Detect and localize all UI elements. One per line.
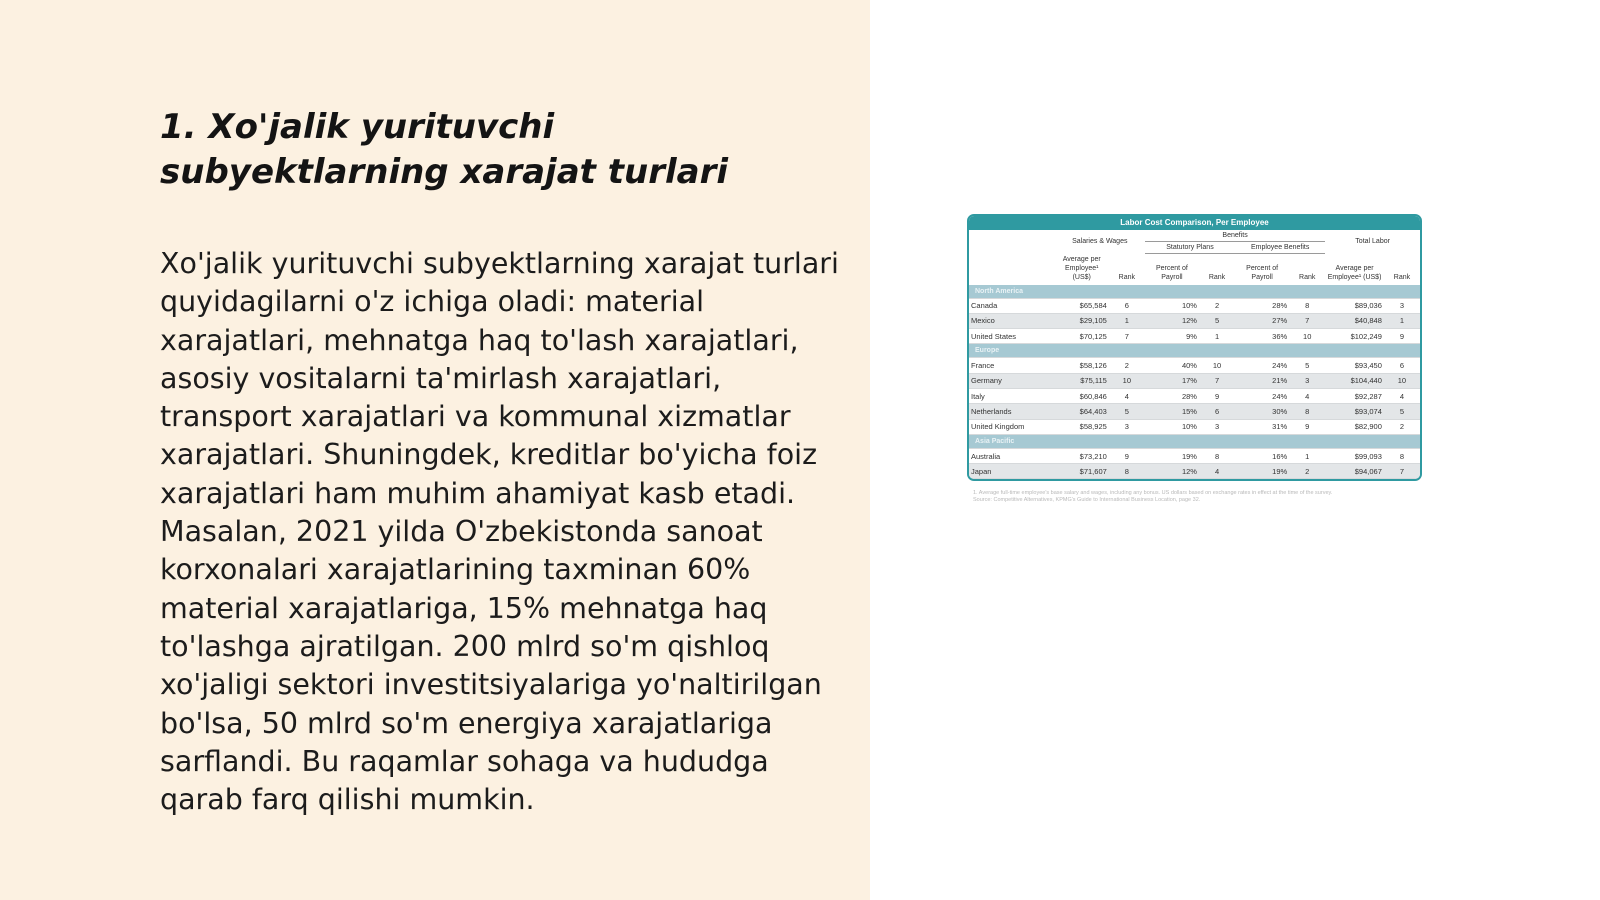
statutory-pct-cell: 10%	[1145, 419, 1199, 434]
total-rank-cell: 6	[1384, 358, 1420, 373]
total-rank-cell: 4	[1384, 388, 1420, 403]
table-row	[969, 404, 1420, 419]
country-cell: Germany	[969, 373, 1055, 388]
region-name: Asia Pacific	[969, 434, 1420, 448]
table-row	[969, 373, 1420, 388]
header-rank: Rank	[1299, 273, 1316, 281]
employee-benefits-pct-cell: 27%	[1235, 313, 1289, 328]
employee-benefits-pct-cell: 19%	[1235, 464, 1289, 479]
labor-cost-table	[969, 230, 1420, 479]
table-notes	[967, 490, 1422, 504]
labor-cost-table-frame	[967, 214, 1422, 481]
header-rank: Rank	[1118, 273, 1135, 281]
salary-cell: $65,584	[1055, 298, 1109, 313]
total-labor-cell: $102,249	[1325, 329, 1384, 344]
table-row	[969, 419, 1420, 434]
country-cell: Italy	[969, 388, 1055, 403]
header-avg-salary: Average per Employee¹ (US$)	[1062, 255, 1101, 281]
total-labor-cell: $99,093	[1325, 448, 1384, 463]
employee-benefits-rank-cell: 9	[1289, 419, 1325, 434]
statutory-rank-cell: 9	[1199, 388, 1235, 403]
salary-rank-cell: 10	[1109, 373, 1145, 388]
employee-benefits-pct-cell: 36%	[1235, 329, 1289, 344]
salary-cell: $64,403	[1055, 404, 1109, 419]
statutory-rank-cell: 5	[1199, 313, 1235, 328]
statutory-pct-cell: 9%	[1145, 329, 1199, 344]
total-rank-cell: 3	[1384, 298, 1420, 313]
header-pct-payroll: Percent of Payroll	[1246, 264, 1279, 281]
statutory-pct-cell: 19%	[1145, 448, 1199, 463]
total-rank-cell: 8	[1384, 448, 1420, 463]
employee-benefits-rank-cell: 4	[1289, 388, 1325, 403]
total-rank-cell: 2	[1384, 419, 1420, 434]
total-labor-cell: $82,900	[1325, 419, 1384, 434]
header-employee-benefits: Employee Benefits	[1235, 242, 1325, 254]
employee-benefits-rank-cell: 2	[1289, 464, 1325, 479]
statutory-rank-cell: 6	[1199, 404, 1235, 419]
region-header-row	[969, 285, 1420, 299]
salary-cell: $58,126	[1055, 358, 1109, 373]
salary-cell: $71,607	[1055, 464, 1109, 479]
salary-rank-cell: 5	[1109, 404, 1145, 419]
salary-rank-cell: 3	[1109, 419, 1145, 434]
slide-body-text: Xo'jalik yurituvchi subyektlarning xarajat turlari quyidagilarni o'z ichiga oladi: material xarajatlari, mehnatga haq to'lash xarajatlari, asosiy vositalarni ta'mirlash xarajatlari, transport xarajatlari va kommunal xizmatlar xarajatlari. Shuningdek, kreditlar bo'yicha foiz xarajatlari ham muhim ahamiyat kasb etadi. Masalan, 2021 yilda O'zbekistonda sanoat korxonalari xarajatlarining taxminan 60% material xarajatlariga, 15% mehnatga haq to'lashga ajratilgan. 200 mlrd so'm qishloq xo'jaligi sektori investitsiyalariga yo'naltirilgan bo'lsa, 50 mlrd so'm energiya xarajatlariga sarflandi. Bu raqamlar sohaga va hududga qarab farq qilishi mumkin.	[160, 247, 839, 817]
region-name: Europe	[969, 344, 1420, 358]
header-avg-total: Average per Employee¹ (US$)	[1327, 264, 1382, 281]
total-rank-cell: 10	[1384, 373, 1420, 388]
statutory-rank-cell: 7	[1199, 373, 1235, 388]
employee-benefits-rank-cell: 8	[1289, 404, 1325, 419]
statutory-rank-cell: 10	[1199, 358, 1235, 373]
employee-benefits-pct-cell: 28%	[1235, 298, 1289, 313]
employee-benefits-pct-cell: 24%	[1235, 388, 1289, 403]
country-cell: Netherlands	[969, 404, 1055, 419]
statutory-rank-cell: 1	[1199, 329, 1235, 344]
employee-benefits-pct-cell: 31%	[1235, 419, 1289, 434]
total-labor-cell: $104,440	[1325, 373, 1384, 388]
statutory-pct-cell: 28%	[1145, 388, 1199, 403]
region-header-row	[969, 344, 1420, 358]
total-labor-cell: $93,074	[1325, 404, 1384, 419]
employee-benefits-rank-cell: 3	[1289, 373, 1325, 388]
salary-rank-cell: 8	[1109, 464, 1145, 479]
salary-rank-cell: 1	[1109, 313, 1145, 328]
employee-benefits-rank-cell: 1	[1289, 448, 1325, 463]
country-cell: United Kingdom	[969, 419, 1055, 434]
country-cell: Mexico	[969, 313, 1055, 328]
statutory-rank-cell: 4	[1199, 464, 1235, 479]
header-pct-payroll: Percent of Payroll	[1155, 264, 1188, 281]
statutory-pct-cell: 15%	[1145, 404, 1199, 419]
employee-benefits-rank-cell: 5	[1289, 358, 1325, 373]
salary-rank-cell: 2	[1109, 358, 1145, 373]
country-cell: Canada	[969, 298, 1055, 313]
header-rank: Rank	[1393, 273, 1411, 281]
statutory-pct-cell: 12%	[1145, 464, 1199, 479]
table-title: Labor Cost Comparison, Per Employee	[969, 216, 1420, 230]
employee-benefits-pct-cell: 30%	[1235, 404, 1289, 419]
region-header-row	[969, 434, 1420, 448]
employee-benefits-rank-cell: 7	[1289, 313, 1325, 328]
table-row	[969, 358, 1420, 373]
salary-cell: $29,105	[1055, 313, 1109, 328]
header-statutory-plans: Statutory Plans	[1145, 242, 1235, 254]
country-cell: Japan	[969, 464, 1055, 479]
employee-benefits-rank-cell: 8	[1289, 298, 1325, 313]
total-rank-cell: 9	[1384, 329, 1420, 344]
table-row	[969, 388, 1420, 403]
total-rank-cell: 7	[1384, 464, 1420, 479]
salary-cell: $75,115	[1055, 373, 1109, 388]
country-cell: France	[969, 358, 1055, 373]
statutory-rank-cell: 8	[1199, 448, 1235, 463]
statutory-pct-cell: 10%	[1145, 298, 1199, 313]
header-total-labor: Total Labor	[1355, 238, 1390, 246]
table-row	[969, 329, 1420, 344]
salary-cell: $60,846	[1055, 388, 1109, 403]
salary-rank-cell: 9	[1109, 448, 1145, 463]
region-name: North America	[969, 285, 1420, 299]
employee-benefits-pct-cell: 16%	[1235, 448, 1289, 463]
slide-title: 1. Xo'jalik yurituvchi subyektlarning xarajat turlari	[160, 107, 728, 192]
total-rank-cell: 1	[1384, 313, 1420, 328]
table-row	[969, 448, 1420, 463]
employee-benefits-rank-cell: 10	[1289, 329, 1325, 344]
country-cell: Australia	[969, 448, 1055, 463]
table-row	[969, 298, 1420, 313]
salary-rank-cell: 7	[1109, 329, 1145, 344]
salary-rank-cell: 4	[1109, 388, 1145, 403]
employee-benefits-pct-cell: 24%	[1235, 358, 1289, 373]
table-footnote: 1. Average full-time employee's base salary and wages, including any bonus. US dollars based on exchange rates in effect at the time of the survey.	[973, 490, 1333, 497]
salary-cell: $58,925	[1055, 419, 1109, 434]
statutory-pct-cell: 17%	[1145, 373, 1199, 388]
country-cell: United States	[969, 329, 1055, 344]
statutory-pct-cell: 40%	[1145, 358, 1199, 373]
table-row	[969, 464, 1420, 479]
total-rank-cell: 5	[1384, 404, 1420, 419]
table-source: Source: Competitive Alternatives, KPMG's Guide to International Business Location, page 32.	[973, 497, 1201, 504]
header-rank: Rank	[1208, 273, 1226, 281]
statutory-pct-cell: 12%	[1145, 313, 1199, 328]
labor-cost-figure	[967, 214, 1422, 504]
table-row	[969, 313, 1420, 328]
header-salaries: Salaries & Wages	[1072, 238, 1128, 246]
total-labor-cell: $93,450	[1325, 358, 1384, 373]
employee-benefits-pct-cell: 21%	[1235, 373, 1289, 388]
salary-cell: $70,125	[1055, 329, 1109, 344]
header-benefits: Benefits	[1145, 230, 1325, 242]
statutory-rank-cell: 3	[1199, 419, 1235, 434]
salary-cell: $73,210	[1055, 448, 1109, 463]
statutory-rank-cell: 2	[1199, 298, 1235, 313]
total-labor-cell: $89,036	[1325, 298, 1384, 313]
salary-rank-cell: 6	[1109, 298, 1145, 313]
total-labor-cell: $92,287	[1325, 388, 1384, 403]
total-labor-cell: $94,067	[1325, 464, 1384, 479]
total-labor-cell: $40,848	[1325, 313, 1384, 328]
